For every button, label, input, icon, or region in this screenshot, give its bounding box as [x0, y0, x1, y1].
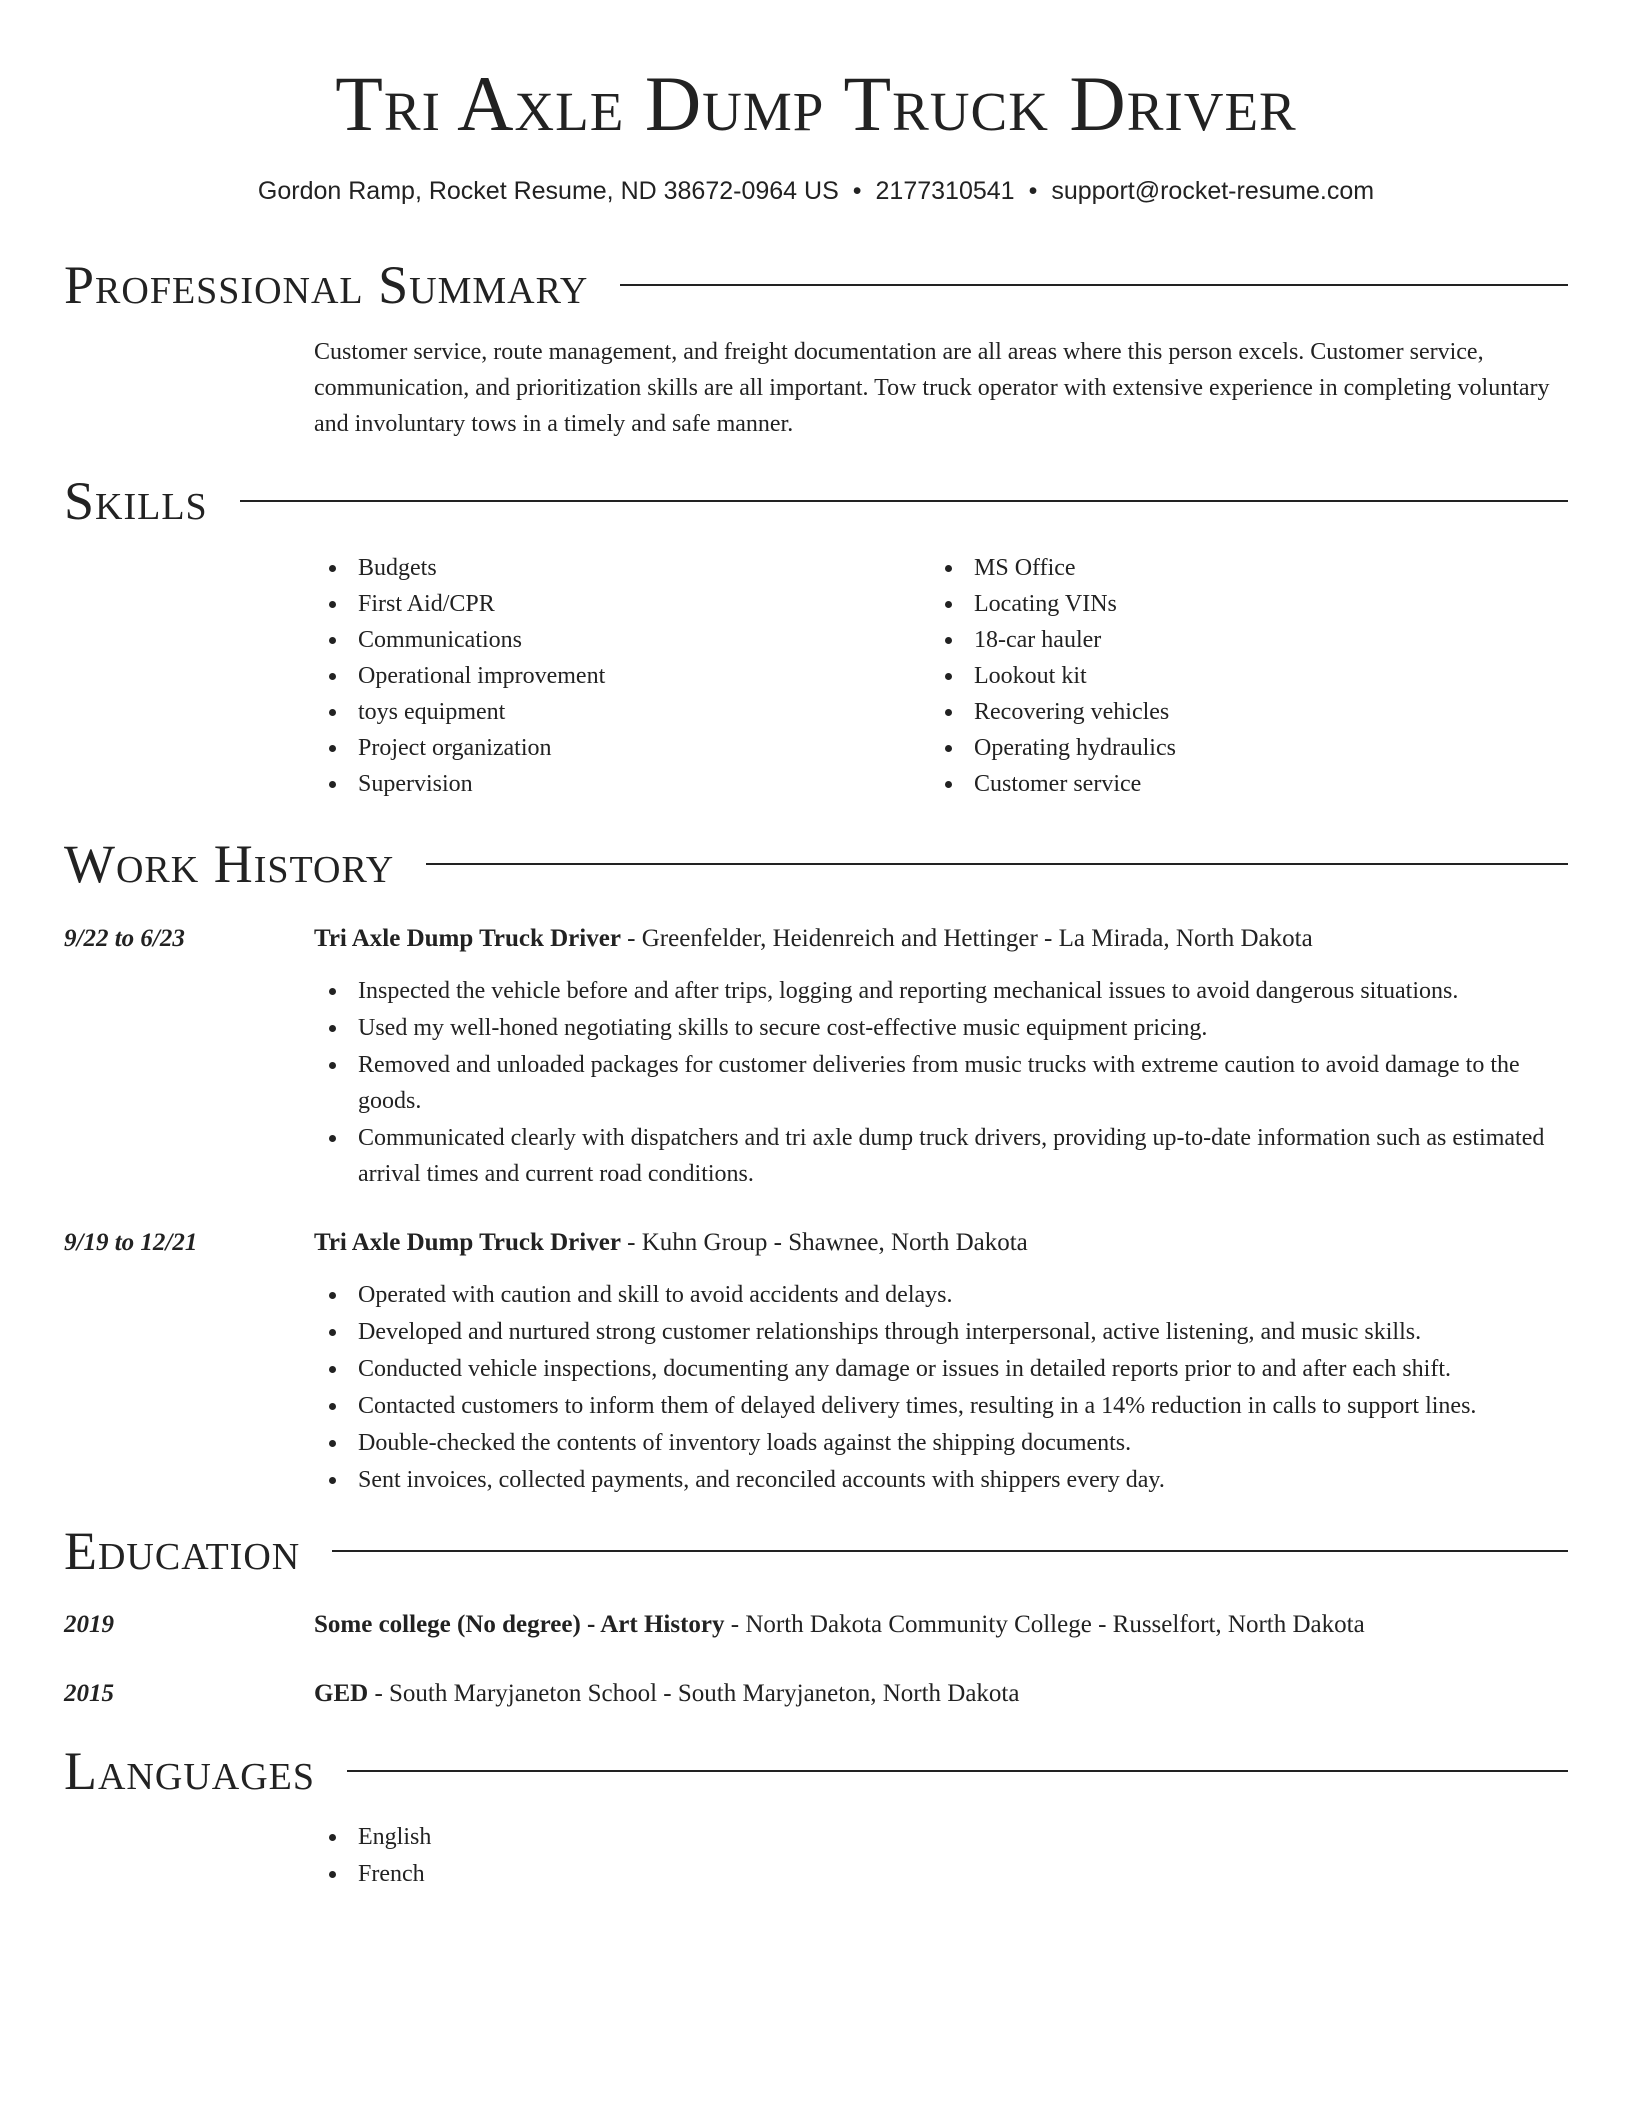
section-divider	[240, 500, 1568, 502]
contact-address: Gordon Ramp, Rocket Resume, ND 38672-0964 US	[257, 177, 839, 205]
summary-text: Customer service, route management, and freight documentation are all areas where this person excels. Customer service, communication, and prioritization skills are all important. Tow truck operator with extensive experience in completing voluntary and involuntary tows in a timely and safe manner.	[314, 339, 1550, 437]
education-school: - South Maryjaneton School - South Maryjaneton, North Dakota	[368, 1680, 1020, 1707]
job-bullet: Developed and nurtured strong customer relationships through interpersonal, active listening, and music skills.	[314, 1314, 1568, 1350]
job-bullet: Double-checked the contents of inventory loads against the shipping documents.	[314, 1425, 1568, 1461]
resume-name: Tri Axle Dump Truck Driver	[335, 60, 1297, 147]
skills-column-right	[930, 550, 1490, 802]
skill-item: 18-car hauler	[930, 622, 1490, 658]
job-bullet: Conducted vehicle inspections, documenting any damage or issues in detailed reports prior to and after each shift.	[314, 1351, 1568, 1387]
job-bullet: Operated with caution and skill to avoid accidents and delays.	[314, 1277, 1568, 1313]
education-heading	[314, 1676, 1568, 1712]
skill-item: Operational improvement	[314, 658, 874, 694]
skill-item: toys equipment	[314, 694, 874, 730]
contact-phone: 2177310541	[875, 177, 1015, 205]
section-divider	[332, 1550, 1568, 1552]
section-divider	[620, 284, 1568, 286]
skill-item: Recovering vehicles	[930, 694, 1490, 730]
job-bullet: Used my well-honed negotiating skills to secure cost-effective music equipment pricing.	[314, 1010, 1568, 1046]
language-item: French	[314, 1856, 1568, 1892]
skill-item: Supervision	[314, 766, 874, 802]
section-title-summary: Professional Summary	[64, 255, 589, 315]
section-divider	[426, 863, 1568, 865]
job-employer: - Kuhn Group - Shawnee, North Dakota	[620, 1229, 1028, 1256]
job-title: Tri Axle Dump Truck Driver	[314, 925, 621, 952]
job-bullet: Contacted customers to inform them of delayed delivery times, resulting in a 14% reduction in calls to support lines.	[314, 1388, 1568, 1424]
contact-separator: •	[1028, 177, 1038, 205]
education-section-header	[64, 1519, 1568, 1583]
education-year: 2015	[64, 1680, 114, 1707]
job-dates: 9/19 to 12/21	[64, 1229, 198, 1256]
education-year: 2019	[64, 1611, 114, 1638]
work-section-header	[64, 832, 1568, 896]
section-divider	[347, 1770, 1568, 1772]
job-bullet: Communicated clearly with dispatchers and tri axle dump truck drivers, providing up-to-date information such as estimated arrival times and current road conditions.	[314, 1120, 1568, 1192]
language-item: English	[314, 1819, 1568, 1855]
skill-item: Communications	[314, 622, 874, 658]
section-title-skills: Skills	[64, 471, 208, 531]
job-bullets	[314, 973, 1568, 1193]
education-school: - North Dakota Community College - Russelfort, North Dakota	[724, 1611, 1365, 1638]
job-heading	[314, 921, 1568, 957]
section-title-languages: Languages	[64, 1741, 315, 1801]
skill-item: MS Office	[930, 550, 1490, 586]
skill-item: Budgets	[314, 550, 874, 586]
education-heading	[314, 1607, 1568, 1643]
job-employer: - Greenfelder, Heidenreich and Hettinger - La Mirada, North Dakota	[620, 925, 1313, 952]
skills-column-left	[314, 550, 874, 802]
section-title-work: Work History	[64, 834, 395, 894]
languages-section-header	[64, 1739, 1568, 1803]
education-degree: GED	[314, 1680, 369, 1707]
section-title-education: Education	[64, 1521, 301, 1581]
job-bullet: Inspected the vehicle before and after trips, logging and reporting mechanical issues to avoid dangerous situations.	[314, 973, 1568, 1009]
contact-separator: •	[852, 177, 862, 205]
skill-item: Customer service	[930, 766, 1490, 802]
summary-section-header	[64, 253, 1568, 317]
skill-item: First Aid/CPR	[314, 586, 874, 622]
skill-item: Lookout kit	[930, 658, 1490, 694]
job-bullet: Sent invoices, collected payments, and reconciled accounts with shippers every day.	[314, 1462, 1568, 1498]
job-bullets	[314, 1277, 1568, 1499]
job-title: Tri Axle Dump Truck Driver	[314, 1229, 621, 1256]
job-bullet: Removed and unloaded packages for customer deliveries from music trucks with extreme caution to avoid damage to the goods.	[314, 1047, 1568, 1119]
skill-item: Operating hydraulics	[930, 730, 1490, 766]
education-degree: Some college (No degree) - Art History	[314, 1611, 725, 1638]
skill-item: Project organization	[314, 730, 874, 766]
contact-line	[0, 174, 1632, 208]
languages-list	[314, 1819, 1568, 1893]
skills-section-header	[64, 469, 1568, 533]
skill-item: Locating VINs	[930, 586, 1490, 622]
job-dates: 9/22 to 6/23	[64, 925, 185, 952]
contact-email: support@rocket-resume.com	[1051, 177, 1375, 205]
job-heading	[314, 1225, 1568, 1261]
